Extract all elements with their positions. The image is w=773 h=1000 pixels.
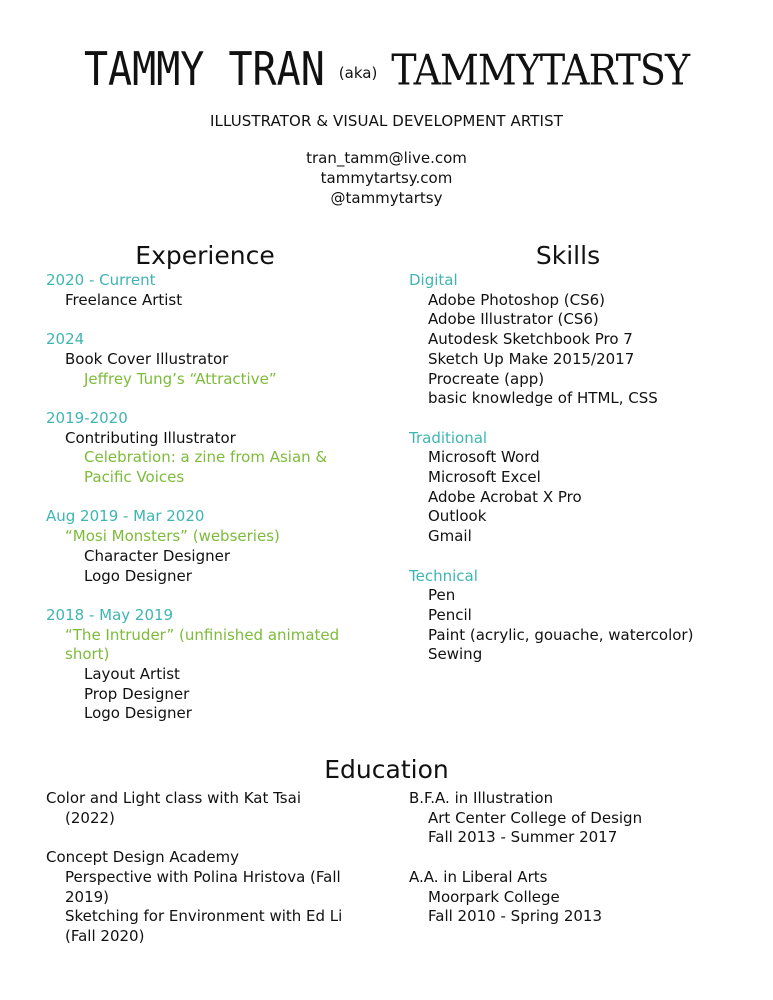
experience-role: Logo Designer [84,566,192,585]
experience-role: Freelance Artist [65,290,183,309]
experience-role: Prop Designer [84,684,190,703]
education-degree: A.A. in Liberal Arts [409,867,548,886]
education-degree: B.F.A. in Illustration [409,789,554,807]
experience-work-title: Jeffrey Tung’s “Attractive” [84,369,277,388]
skill-category: Traditional [409,428,488,447]
experience-section [46,241,366,724]
skill-item: Outlook [428,507,487,526]
experience-project: “Mosi Monsters” (webseries) [65,527,280,546]
artist-handle-logo: TAMMYTARTSY [391,45,690,95]
skill-item: Microsoft Word [428,448,540,467]
education-title: Education [324,755,449,784]
experience-date: 2019-2020 [46,408,128,427]
skill-item: basic knowledge of HTML, CSS [428,389,658,408]
experience-date: 2024 [46,330,85,349]
experience-role: Character Designer [84,546,231,565]
experience-role: Contributing Illustrator [65,428,236,447]
education-course: Sketching for Environment with Ed Li (Fall 2020) [65,907,343,945]
skill-item: Adobe Photoshop (CS6) [428,290,606,309]
education-school: Moorpark College [428,887,560,906]
skill-category: Digital [409,271,458,289]
artist-name: TAMMY TRAN [83,43,325,97]
skill-item: Sewing [428,645,483,664]
skill-item: Sketch Up Make 2015/2017 [428,349,635,368]
skill-category: Technical [409,566,478,585]
job-title: ILLUSTRATOR & VISUAL DEVELOPMENT ARTIST [210,112,563,130]
education-school: Art Center College of Design [428,808,643,827]
skill-item: Pen [428,586,456,605]
website-link[interactable]: tammytartsy.com [320,169,453,187]
education-dates: Fall 2013 - Summer 2017 [428,828,618,847]
education-dates: Fall 2010 - Spring 2013 [428,907,603,926]
skill-item: Adobe Acrobat X Pro [428,487,582,506]
experience-work-title: Celebration: a zine from Asian & Pacific Voices [84,448,328,486]
skill-item: Procreate (app) [428,369,545,388]
experience-date: 2020 - Current [46,271,156,289]
experience-role: Book Cover Illustrator [65,349,229,368]
education-degrees [409,789,739,927]
skill-item: Gmail [428,527,472,546]
contact-block [0,148,773,208]
education-school: Concept Design Academy [46,848,240,867]
education-course-date: (2022) [65,808,115,827]
experience-project: “The Intruder” (unfinished animated short) [65,625,340,664]
skills-title: Skills [535,241,601,270]
name-row [0,40,773,100]
experience-role: Layout Artist [84,665,180,683]
skill-item: Autodesk Sketchbook Pro 7 [428,330,633,349]
experience-title: Experience [135,241,275,270]
experience-role: Logo Designer [84,704,192,723]
skills-section [409,241,749,665]
resume-header [0,40,773,208]
experience-date: Aug 2019 - Mar 2020 [46,507,205,526]
aka-label: (aka) [338,64,378,82]
social-handle[interactable]: @tammytartsy [330,189,443,207]
education-course: Perspective with Polina Hristova (Fall 2019) [65,867,341,906]
education-course: Color and Light class with Kat Tsai [46,789,301,807]
skill-item: Paint (acrylic, gouache, watercolor) [428,625,694,644]
experience-date: 2018 - May 2019 [46,605,174,624]
skill-item: Microsoft Excel [428,468,541,487]
email-link[interactable]: tran_tamm@live.com [306,149,467,167]
skill-item: Adobe Illustrator (CS6) [428,310,599,329]
skill-item: Pencil [428,605,472,624]
education-courses [46,789,366,947]
